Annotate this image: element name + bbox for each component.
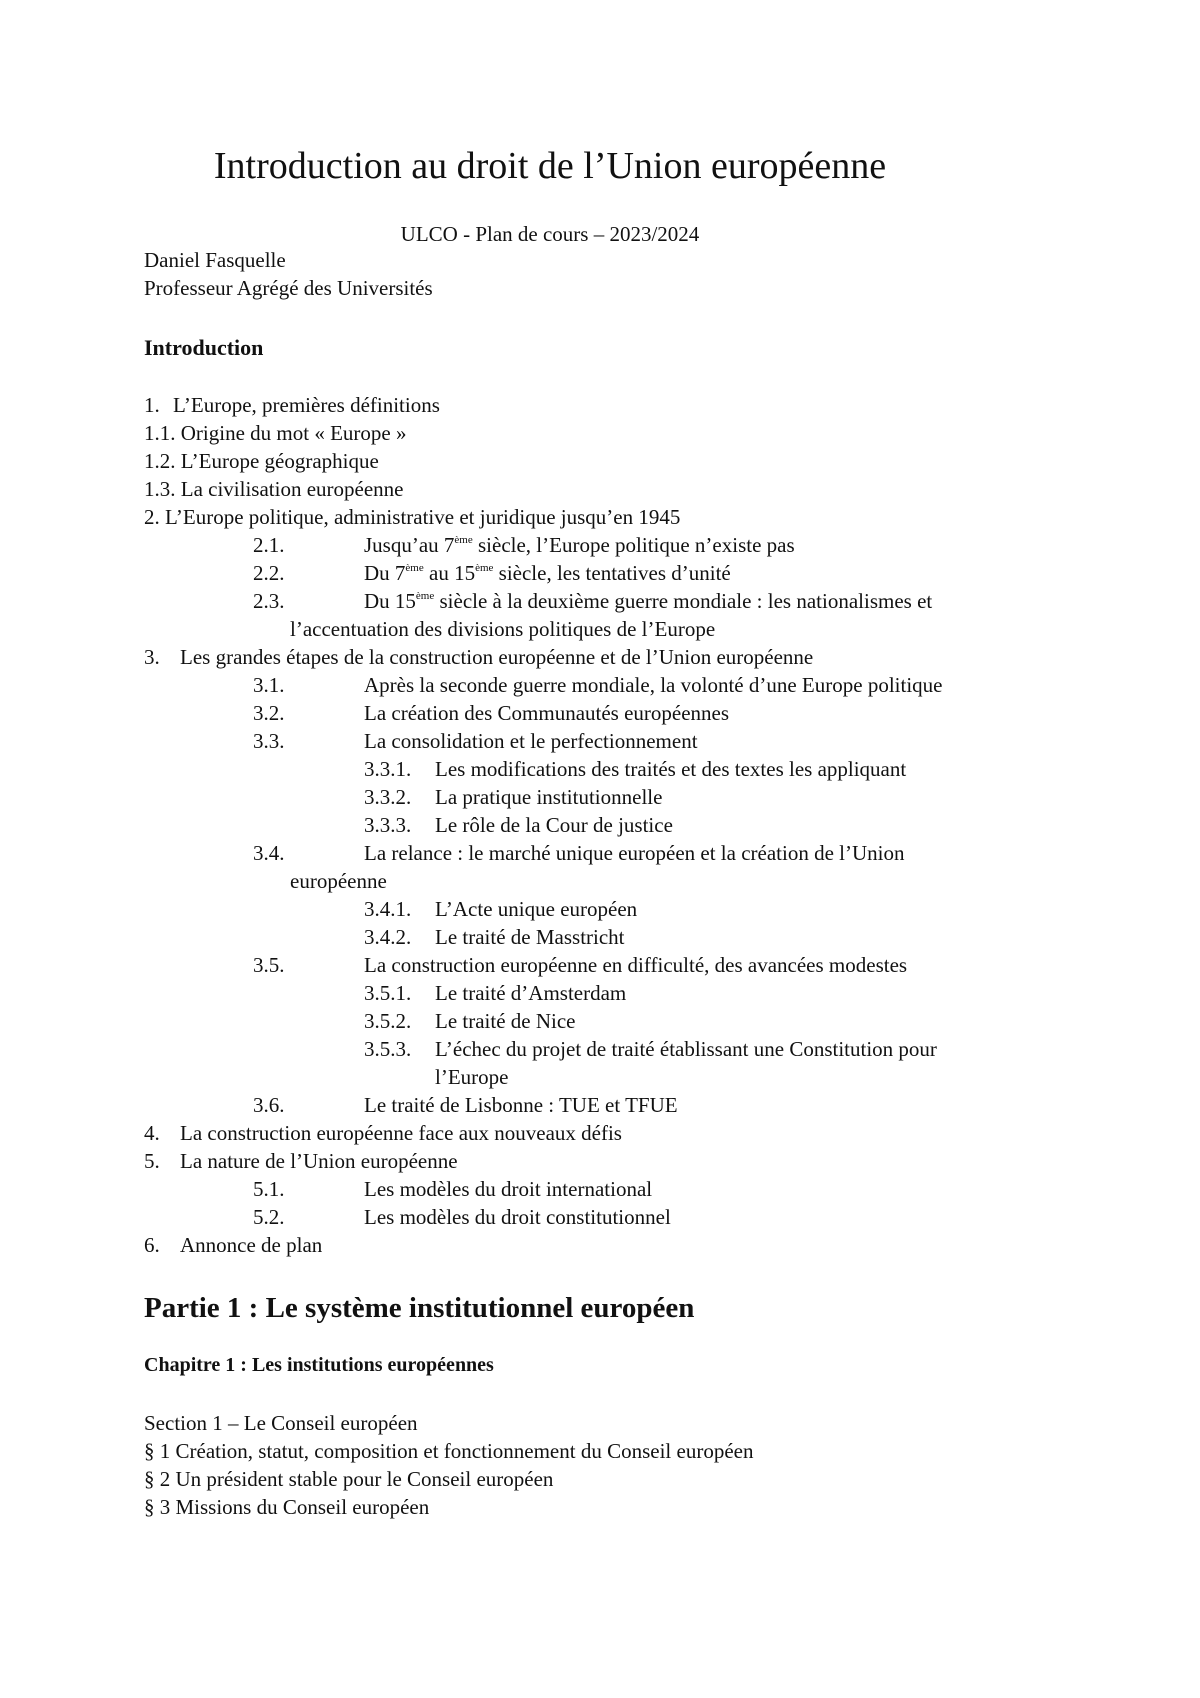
toc-text: Les grandes étapes de la construction européenne et de l’Union européenne <box>180 645 814 669</box>
author-title: Professeur Agrégé des Universités <box>144 276 433 300</box>
toc-number: 1. <box>144 393 160 417</box>
toc-entry-3 <box>144 644 813 671</box>
toc-text: La nature de l’Union européenne <box>180 1149 458 1173</box>
part1-heading: Partie 1 : Le système institutionnel européen <box>144 1292 695 1324</box>
toc-entry-3-1 <box>253 672 942 699</box>
toc-text: La civilisation européenne <box>180 477 404 501</box>
toc-entry-3-5-1 <box>364 980 626 1007</box>
toc-entry-1-1 <box>144 420 406 447</box>
toc-entry-3-3-3 <box>364 812 673 839</box>
toc-number: 1.2. <box>144 449 176 473</box>
toc-entry-3-3-2 <box>364 784 662 811</box>
toc-number: 3.5.2. <box>364 1009 412 1033</box>
toc-entry-3-3-1 <box>364 756 906 783</box>
superscript: ème <box>454 534 473 546</box>
toc-number: 5.1. <box>253 1177 285 1201</box>
toc-text: Le traité de Masstricht <box>435 925 625 949</box>
toc-text: Jusqu’au 7 <box>364 533 455 557</box>
toc-number: 2. <box>144 505 160 529</box>
toc-text: siècle, les tentatives d’unité <box>493 561 731 585</box>
toc-number: 5. <box>144 1149 160 1173</box>
toc-text: La construction européenne face aux nouveaux défis <box>180 1121 622 1145</box>
toc-number: 3.4.1. <box>364 897 412 921</box>
toc-text: L’Europe, premières définitions <box>173 393 440 417</box>
toc-number: 3.3.1. <box>364 757 412 781</box>
toc-number: 3.3.2. <box>364 785 412 809</box>
toc-entry-3-4-1 <box>364 896 637 923</box>
toc-entry-3-6 <box>253 1092 678 1119</box>
superscript: ème <box>405 562 424 574</box>
toc-entry-3-4-continued: européenne <box>290 869 387 893</box>
toc-entry-2-1 <box>253 532 795 559</box>
toc-number: 2.1. <box>253 533 285 557</box>
superscript: ème <box>475 562 494 574</box>
toc-number: 2.2. <box>253 561 285 585</box>
toc-entry-3-5-3-continued: l’Europe <box>435 1065 509 1089</box>
toc-entry-2 <box>144 504 680 531</box>
toc-number: 5.2. <box>253 1205 285 1229</box>
toc-text: Du 15 <box>364 589 416 613</box>
toc-number: 3.2. <box>253 701 285 725</box>
toc-text: Du 7 <box>364 561 406 585</box>
intro-heading: Introduction <box>144 335 264 360</box>
toc-entry-3-2 <box>253 700 729 727</box>
toc-text: siècle, l’Europe politique n’existe pas <box>472 533 795 557</box>
toc-entry-3-5-3 <box>364 1036 937 1063</box>
toc-entry-3-5 <box>253 952 907 979</box>
toc-entry-1 <box>144 392 440 419</box>
toc-text: Les modèles du droit constitutionnel <box>364 1205 671 1229</box>
toc-text: L’Europe politique, administrative et juridique jusqu’en 1945 <box>165 505 681 529</box>
paragraph-2: § 2 Un président stable pour le Conseil européen <box>144 1467 554 1491</box>
toc-entry-4 <box>144 1120 622 1147</box>
toc-entry-5-1 <box>253 1176 652 1203</box>
toc-number: 3.5.3. <box>364 1037 412 1061</box>
toc-text: L’Europe géographique <box>180 449 379 473</box>
paragraph-1: § 1 Création, statut, composition et fonctionnement du Conseil européen <box>144 1439 754 1463</box>
toc-text: Les modèles du droit international <box>364 1177 653 1201</box>
toc-number: 4. <box>144 1121 160 1145</box>
toc-number: 3.5.1. <box>364 981 412 1005</box>
toc-text: Le traité de Lisbonne : TUE et TFUE <box>364 1093 678 1117</box>
toc-text: siècle à la deuxième guerre mondiale : les nationalismes et <box>434 589 933 613</box>
toc-entry-2-3 <box>253 588 932 615</box>
toc-entry-3-3 <box>253 728 698 755</box>
toc-text: Après la seconde guerre mondiale, la volonté d’une Europe politique <box>364 673 943 697</box>
toc-entry-2-2 <box>253 560 731 587</box>
toc-entry-3-4-2 <box>364 924 625 951</box>
chapter1-heading: Chapitre 1 : Les institutions européennes <box>144 1354 494 1376</box>
toc-number: 3.5. <box>253 953 285 977</box>
toc-text: L’Acte unique européen <box>435 897 638 921</box>
toc-entry-1-2 <box>144 448 379 475</box>
toc-number: 1.1. <box>144 421 176 445</box>
toc-number: 1.3. <box>144 477 176 501</box>
toc-text: au 15 <box>423 561 476 585</box>
toc-number: 3.6. <box>253 1093 285 1117</box>
toc-entry-1-3 <box>144 476 404 503</box>
toc-entry-3-4 <box>253 840 904 867</box>
toc-text: Origine du mot « Europe » <box>180 421 407 445</box>
toc-entry-5-2 <box>253 1204 671 1231</box>
toc-text: Annonce de plan <box>180 1233 323 1257</box>
section1-heading: Section 1 – Le Conseil européen <box>144 1411 418 1435</box>
toc-number: 3.4.2. <box>364 925 412 949</box>
toc-text: L’échec du projet de traité établissant une Constitution pour <box>435 1037 937 1061</box>
document-subtitle: ULCO - Plan de cours – 2023/2024 <box>400 222 700 246</box>
toc-number: 3.3. <box>253 729 285 753</box>
paragraph-3: § 3 Missions du Conseil européen <box>144 1495 430 1519</box>
toc-text: Le traité de Nice <box>435 1009 576 1033</box>
toc-text: Les modifications des traités et des textes les appliquant <box>435 757 907 781</box>
author-name: Daniel Fasquelle <box>144 248 286 272</box>
superscript: ème <box>415 590 435 602</box>
toc-entry-3-5-2 <box>364 1008 576 1035</box>
toc-entry-5 <box>144 1148 458 1175</box>
toc-text: La construction européenne en difficulté, des avancées modestes <box>364 953 908 977</box>
toc-entry-2-3-continued: l’accentuation des divisions politiques de l’Europe <box>290 617 716 641</box>
toc-text: La création des Communautés européennes <box>364 701 730 725</box>
toc-text: La pratique institutionnelle <box>435 785 663 809</box>
toc-number: 2.3. <box>253 589 285 613</box>
toc-text: La consolidation et le perfectionnement <box>364 729 698 753</box>
toc-entry-6 <box>144 1232 322 1259</box>
toc-text: Le rôle de la Cour de justice <box>435 813 673 837</box>
toc-number: 6. <box>144 1233 160 1257</box>
toc-number: 3.3.3. <box>364 813 412 837</box>
toc-number: 3. <box>144 645 160 669</box>
toc-number: 3.4. <box>253 841 285 865</box>
toc-text: Le traité d’Amsterdam <box>435 981 627 1005</box>
toc-text: La relance : le marché unique européen et la création de l’Union <box>364 841 905 865</box>
document-title: Introduction au droit de l’Union européenne <box>213 145 887 187</box>
toc-number: 3.1. <box>253 673 285 697</box>
